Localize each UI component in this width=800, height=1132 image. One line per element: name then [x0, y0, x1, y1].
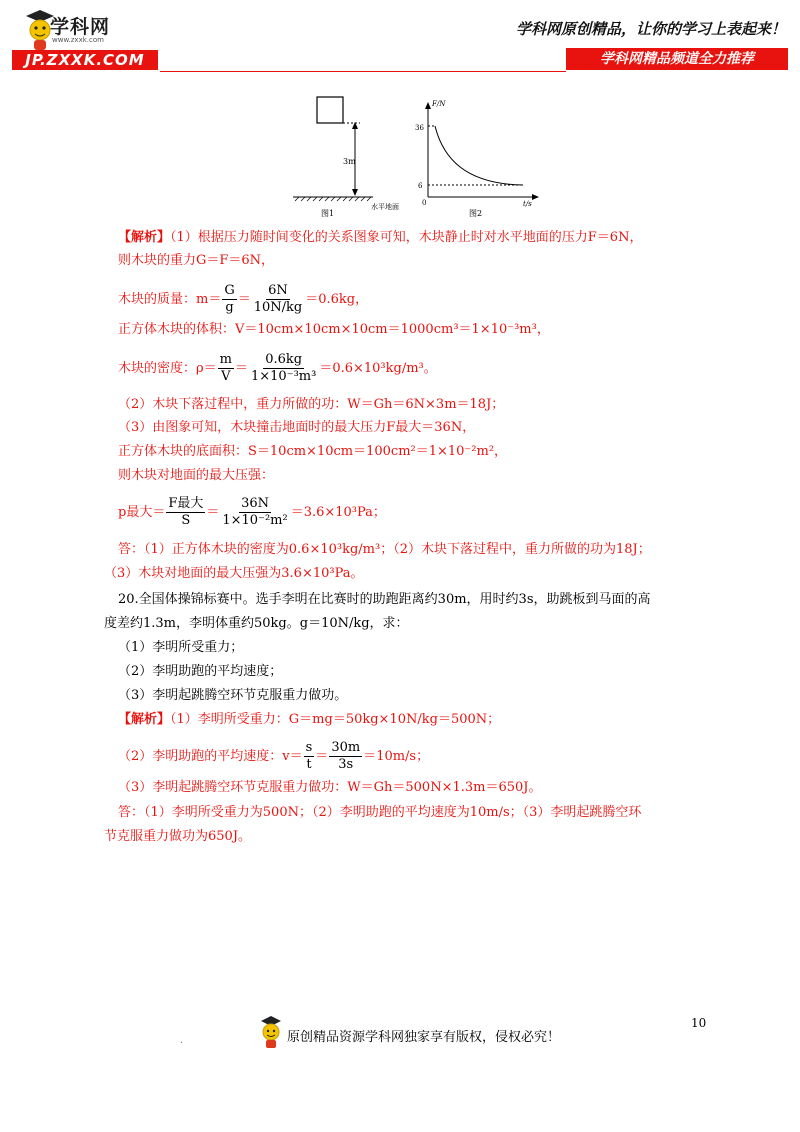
q19-answer-1: 答：（1）正方体木块的密度为0.6×10³kg/m³；（2）木块下落过程中，重力所做的功为18J；: [118, 542, 651, 557]
page-number: 10: [691, 1016, 707, 1030]
logo-text: 学科网: [50, 16, 111, 38]
q20-sub-3: （3）李明起跳腾空环节克服重力做功。: [118, 688, 348, 703]
q20-solution-2: （2）李明助跑的平均速度：v＝ $\frac{s}{t}$ ＝ $\frac{30m}{3s}$ ＝10m/s；: [118, 740, 430, 772]
footer-mascot-icon: [256, 1014, 286, 1050]
q19-answer-2: （3）木块对地面的最大压强为3.6×10³Pa。: [104, 566, 364, 581]
q20-answer-2: 节克服重力做功为650J。: [104, 829, 252, 844]
tick-6: 6: [418, 182, 423, 190]
q19-line-3: 木块的质量：m＝ $\frac{G}{g}$ ＝ $\frac{6N}{10N/kg}$ ＝0.6kg，: [118, 283, 369, 315]
banner: 学科网精品频道全力推荐: [566, 48, 788, 70]
logo-sub: www.zxxk.com: [52, 36, 104, 44]
q20-solution-1: 【解析】（1）李明所受重力：G＝mg＝50kg×10N/kg＝500N；: [118, 712, 501, 727]
figure: [285, 92, 545, 220]
q20-sub-1: （1）李明所受重力；: [118, 640, 244, 655]
fig2-caption: 图2: [469, 209, 483, 218]
force-curve: [435, 126, 523, 185]
q20-stem-2: 度差约1.3m，李明体重约50kg。g＝10N/kg，求：: [104, 616, 409, 631]
ground-label: 水平地面: [371, 203, 399, 211]
q19-line-8: 正方体木块的底面积：S＝10cm×10cm＝100cm²＝1×10⁻²m²，: [118, 444, 508, 459]
x-axis-label: t/s: [523, 200, 532, 208]
q19-line-7: （3）由图象可知，木块撞击地面时的最大压力F最大＝36N，: [118, 420, 476, 435]
height-label: 3m: [343, 157, 356, 166]
q19-line-5: 木块的密度：ρ＝ $\frac{m}{V}$ ＝ $\frac{0.6kg}{\text{1×10⁻³m³}}$ ＝0.6×10³kg/m³。: [118, 352, 437, 384]
q19-line-9: 则木块对地面的最大压强：: [118, 468, 275, 483]
q20-answer-1: 答：（1）李明所受重力为500N；（2）李明助跑的平均速度为10m/s；（3）李明起跳腾空环: [118, 805, 642, 820]
q20-sub-2: （2）李明助跑的平均速度；: [118, 664, 283, 679]
fig1-caption: 图1: [321, 209, 335, 218]
q19-line-10: p最大＝ $\frac{\text{F最大}}{S}$ ＝ $\frac{36N}{\text{1×10⁻²m²}}$ ＝3.6×10³Pa；: [118, 496, 386, 528]
q20-stem-1: 20.全国体操锦标赛中。选手李明在比赛时的助跑距离约30m，用时约3s，助跳板到马面的高: [118, 592, 651, 607]
site-badge: JP.ZXXK.COM: [12, 50, 158, 70]
q19-line-6: （2）木块下落过程中，重力所做的功：W＝Gh＝6N×3m＝18J；: [118, 397, 505, 412]
q20-solution-3: （3）李明起跳腾空环节克服重力做功：W＝Gh＝500N×1.3m＝650J。: [118, 780, 542, 795]
q19-line-4: 正方体木块的体积：V＝10cm×10cm×10cm＝1000cm³＝1×10⁻³m³，: [118, 322, 550, 337]
q19-line-2: 则木块的重力G＝F＝6N，: [118, 253, 275, 268]
y-axis-label: F/N: [432, 100, 446, 108]
slogan: 学科网原创精品，让你的学习上表起来！: [516, 20, 787, 38]
header-rule: [160, 71, 566, 72]
wooden-block: [317, 97, 343, 123]
origin-label: 0: [422, 199, 427, 207]
footer-dot: .: [180, 1035, 184, 1046]
tick-36: 36: [415, 124, 424, 132]
q19-line-1: 【解析】（1）根据压力随时间变化的关系图象可知，木块静止时对水平地面的压力F＝6N，: [118, 230, 643, 245]
footer-copyright: 原创精品资源学科网独家享有版权，侵权必究！: [287, 1030, 561, 1045]
